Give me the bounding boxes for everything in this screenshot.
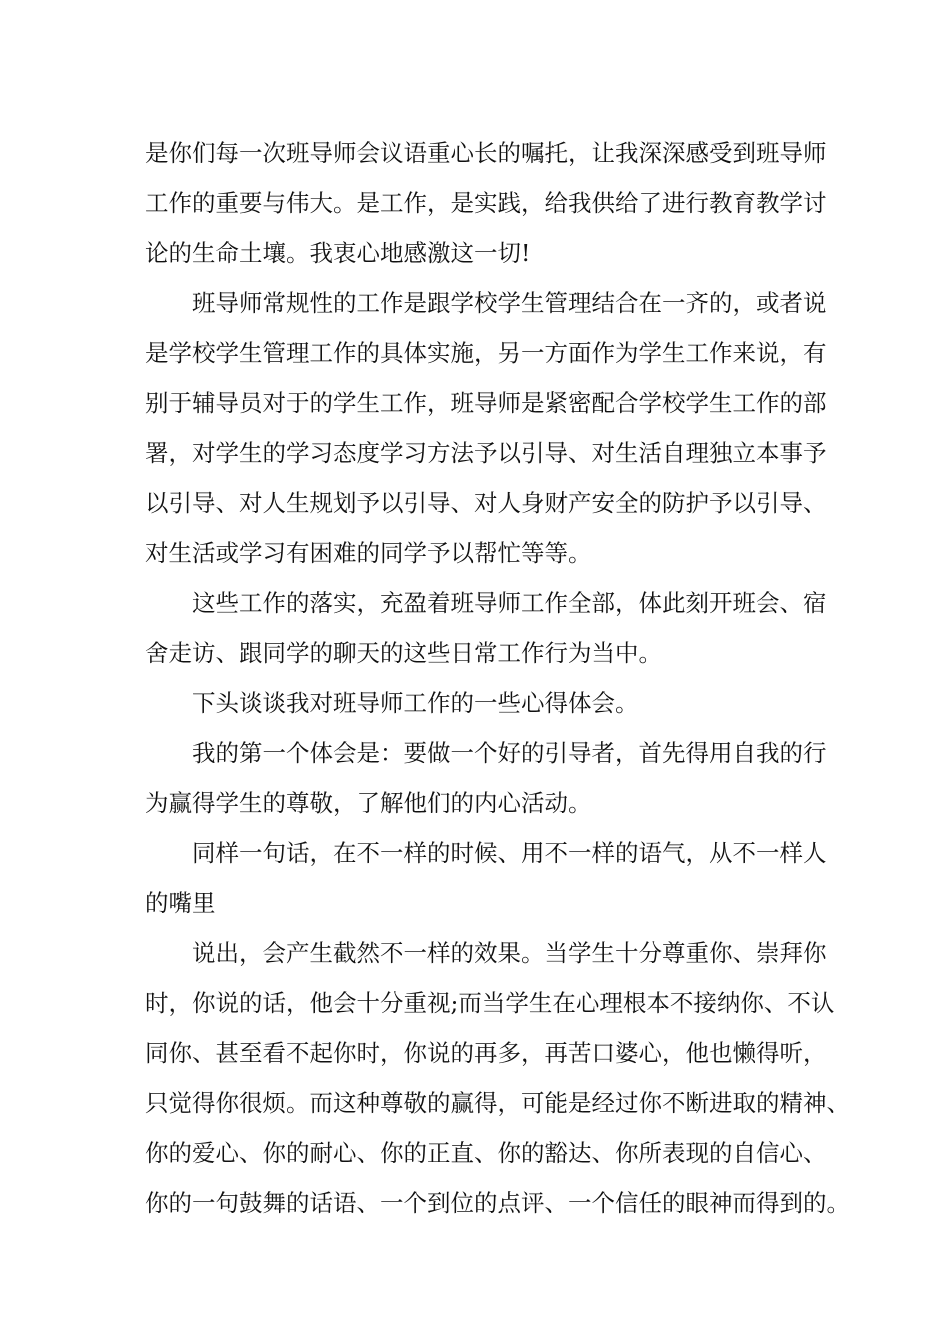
paragraph-start-line: 下头谈谈我对班导师工作的一些心得体会。 <box>192 689 639 717</box>
text-line: 你的一句鼓舞的话语、一个到位的点评、一个信任的眼神而得到的。 <box>145 1189 850 1217</box>
paragraph-start-line: 班导师常规性的工作是跟学校学生管理结合在一齐的，或者说 <box>192 289 827 317</box>
text-line: 对生活或学习有困难的同学予以帮忙等等。 <box>145 539 592 567</box>
paragraph-start-line: 说出，会产生截然不一样的效果。当学生十分尊重你、崇拜你 <box>192 939 827 967</box>
text-line: 只觉得你很烦。而这种尊敬的赢得，可能是经过你不断进取的精神、 <box>145 1089 850 1117</box>
text-line: 论的生命土壤。我衷心地感激这一切! <box>145 239 531 267</box>
text-line: 以引导、对人生规划予以引导、对人身财产安全的防护予以引导、 <box>145 489 827 517</box>
paragraph-start-line: 同样一句话，在不一样的时候、用不一样的语气，从不一样人 <box>192 839 827 867</box>
text-line: 别于辅导员对于的学生工作，班导师是紧密配合学校学生工作的部 <box>145 389 827 417</box>
text-line: 工作的重要与伟大。是工作，是实践，给我供给了进行教育教学讨 <box>145 189 827 217</box>
text-line: 署，对学生的学习态度学习方法予以引导、对生活自理独立本事予 <box>145 439 827 467</box>
body-text <box>145 128 850 1228</box>
paragraph-start-line: 我的第一个体会是：要做一个好的引导者，首先得用自我的行 <box>192 739 827 767</box>
text-line: 舍走访、跟同学的聊天的这些日常工作行为当中。 <box>145 639 662 667</box>
text-line: 是学校学生管理工作的具体实施，另一方面作为学生工作来说，有 <box>145 339 827 367</box>
text-line: 同你、甚至看不起你时，你说的再多，再苦口婆心，他也懒得听， <box>145 1039 827 1067</box>
text-line: 你的爱心、你的耐心、你的正直、你的豁达、你所表现的自信心、 <box>145 1139 827 1167</box>
text-line: 为赢得学生的尊敬，了解他们的内心活动。 <box>145 789 592 817</box>
text-line: 时，你说的话，他会十分重视;而当学生在心理根本不接纳你、不认 <box>145 989 835 1017</box>
text-line: 是你们每一次班导师会议语重心长的嘱托，让我深深感受到班导师 <box>145 139 827 167</box>
text-line: 的嘴里 <box>145 889 216 917</box>
paragraph-start-line: 这些工作的落实，充盈着班导师工作全部，体此刻开班会、宿 <box>192 589 827 617</box>
